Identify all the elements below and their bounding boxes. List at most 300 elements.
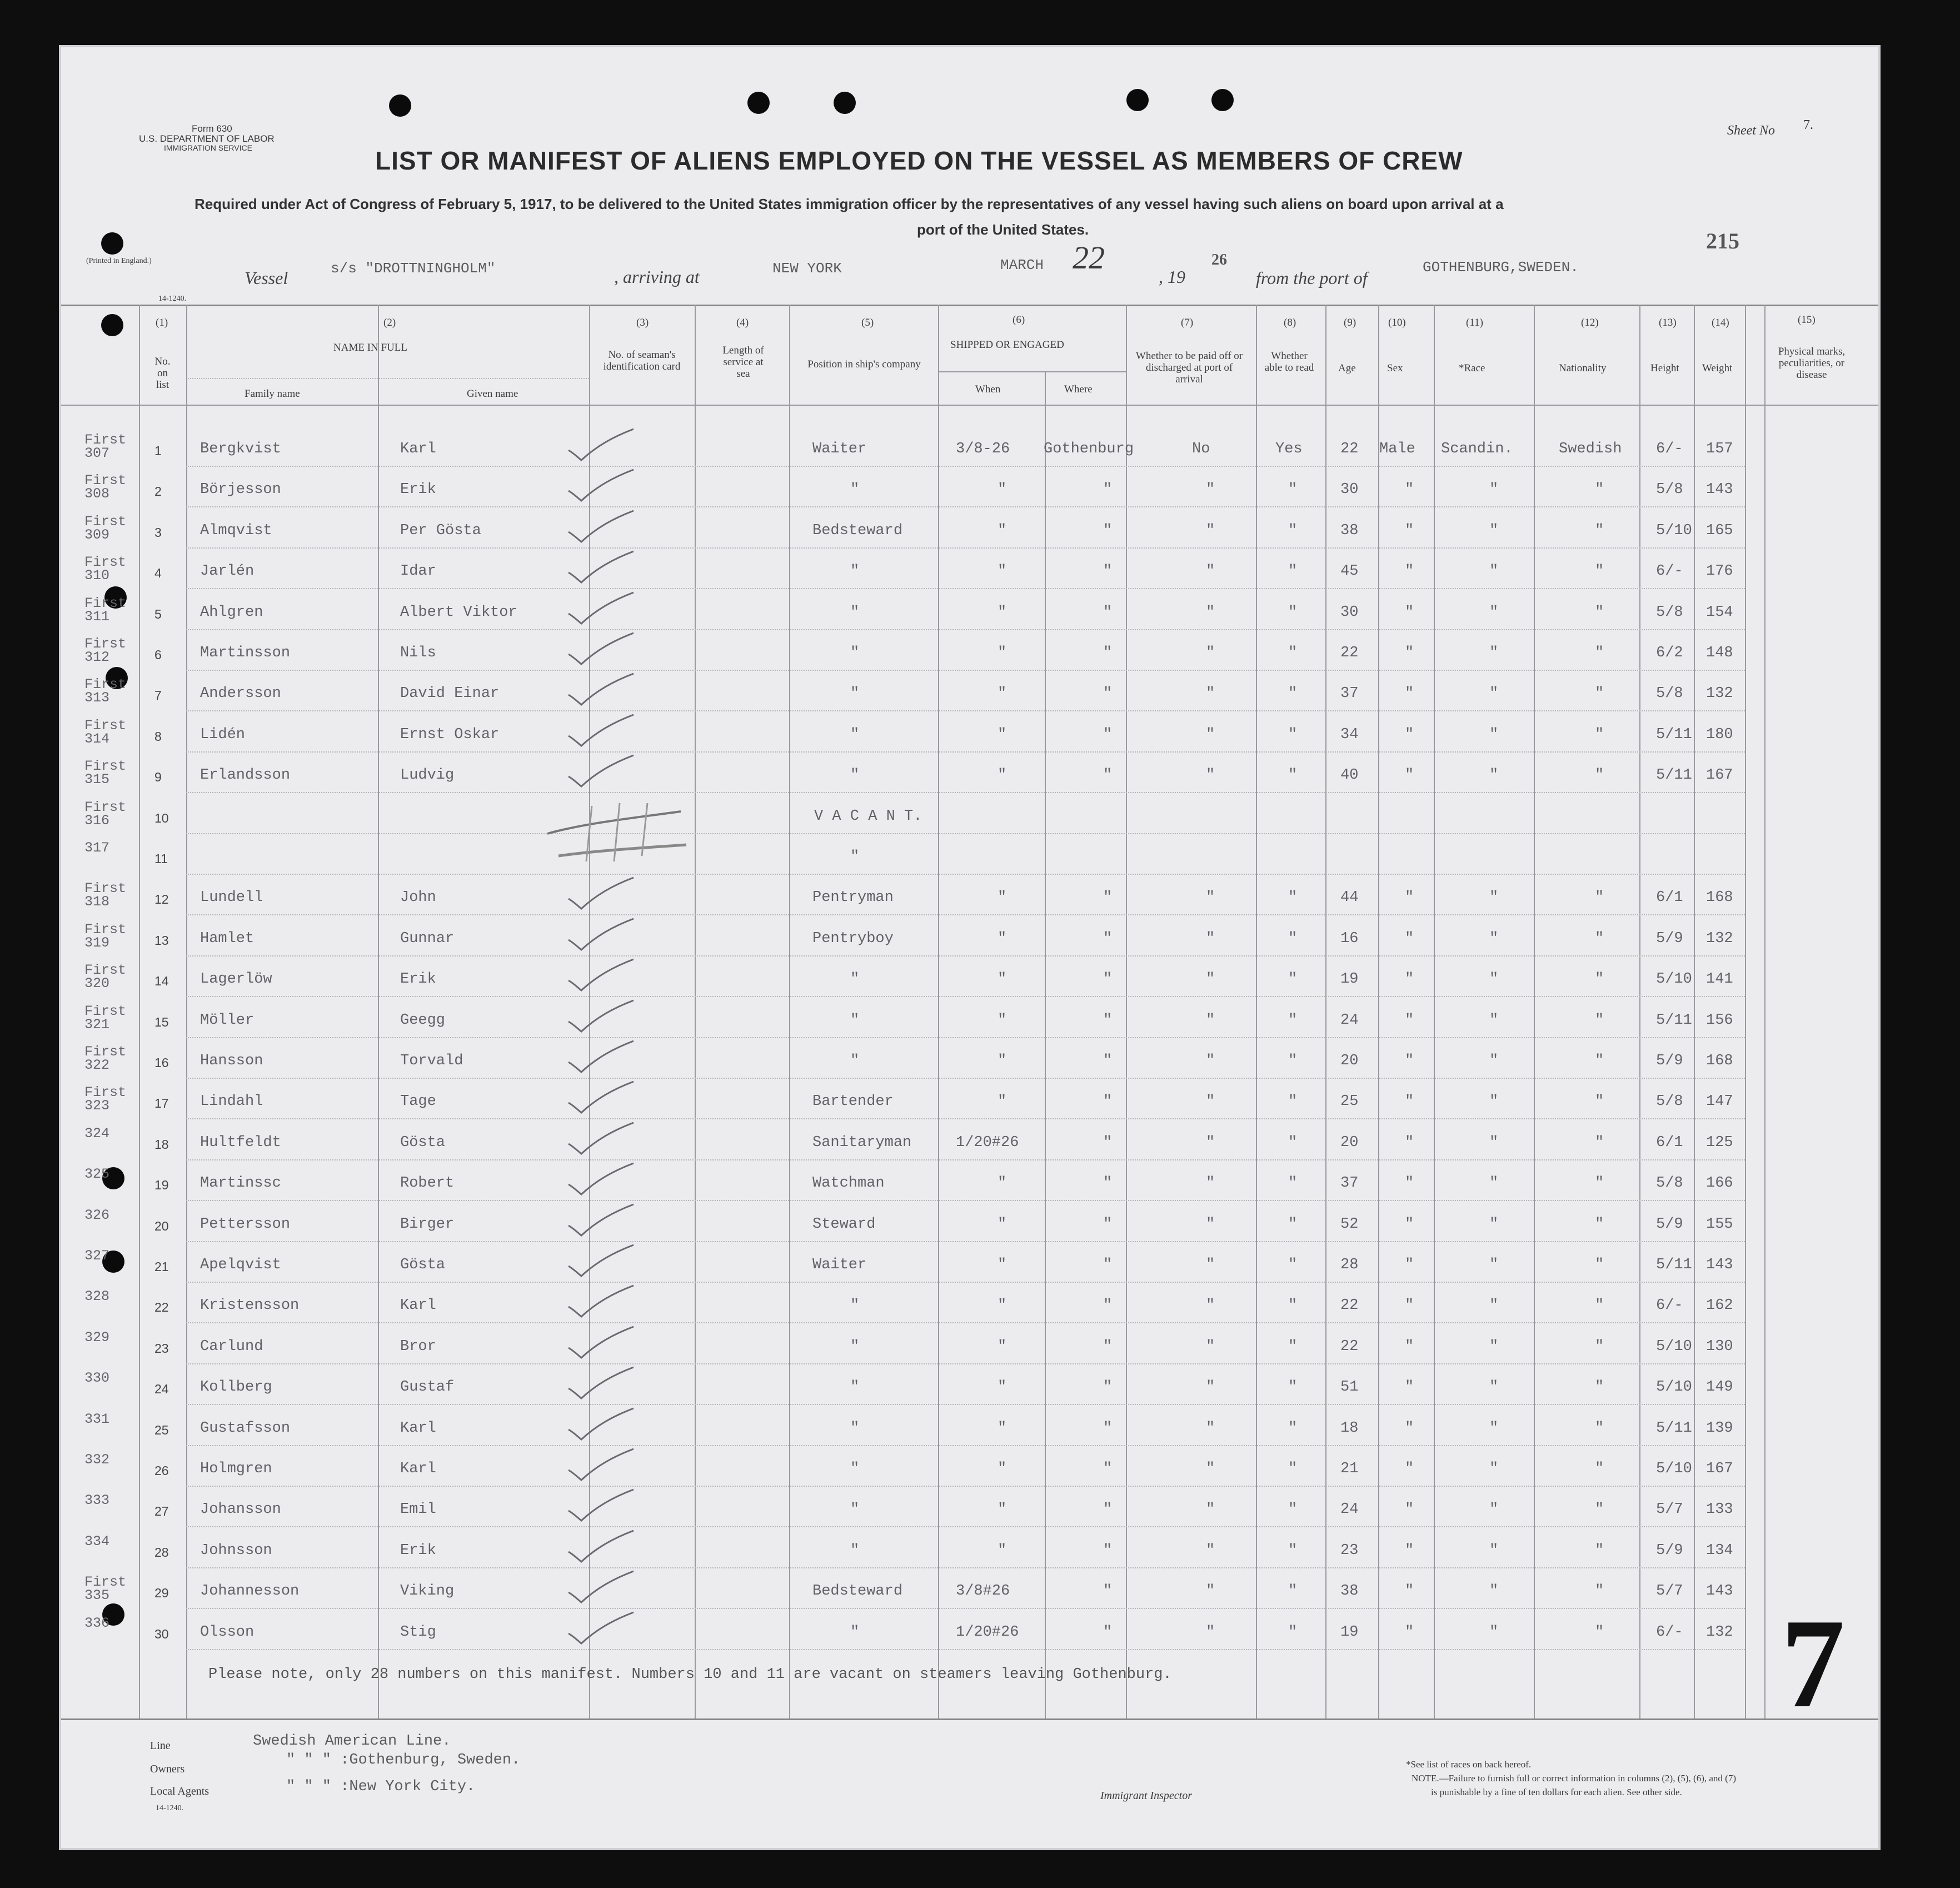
punch-hole	[1211, 89, 1234, 111]
weight-cell: 168	[1706, 1053, 1733, 1069]
shipped-where-cell: "	[1103, 930, 1113, 947]
shipped-when-cell: "	[998, 522, 1007, 539]
check-mark-icon	[566, 1283, 638, 1322]
race-cell: "	[1489, 1134, 1499, 1151]
nationality-cell: "	[1595, 1093, 1604, 1110]
paid-off-cell: "	[1206, 1175, 1215, 1192]
row-number: 13	[154, 933, 169, 948]
agents-label: Local Agents	[150, 1785, 210, 1797]
subtitle-line1: Required under Act of Congress of February 5, 1917, to be delivered to the United States immigration officer by the representatives of any vessel having such aliens on board upon arrival at a	[194, 196, 1504, 212]
paid-off-cell: "	[1206, 1420, 1215, 1437]
list-number: 333	[84, 1492, 110, 1508]
row-number: 12	[154, 892, 169, 906]
able-to-read-cell: "	[1288, 1624, 1298, 1641]
list-number: 327	[84, 1248, 110, 1264]
nationality-cell: "	[1595, 522, 1604, 539]
given-name-cell: Stig	[400, 1624, 436, 1641]
sex-cell: "	[1405, 645, 1414, 661]
column-rule	[1256, 305, 1257, 1718]
able-to-read-cell: "	[1288, 1093, 1298, 1110]
family-name-cell: Erlandsson	[200, 767, 291, 784]
races-note: *See list of races on back hereof.	[1406, 1759, 1532, 1770]
position-cell: Pentryman	[812, 889, 894, 906]
punch-hole	[1126, 89, 1149, 111]
shipped-where-cell: "	[1103, 1501, 1113, 1518]
column-rule	[1764, 305, 1766, 1718]
name-subheader-rule	[186, 378, 589, 380]
weight-cell: 143	[1706, 1257, 1733, 1273]
age-cell: 52	[1340, 1216, 1359, 1233]
position-cell: "	[850, 1053, 860, 1069]
shipped-when-cell: "	[998, 685, 1007, 702]
position-cell: Watchman	[812, 1175, 885, 1192]
weight-cell: 166	[1706, 1175, 1733, 1192]
shipped-where-cell: "	[1103, 604, 1113, 621]
weight-cell: 147	[1706, 1093, 1733, 1110]
list-number: 336	[84, 1615, 110, 1631]
sex-cell: "	[1405, 971, 1414, 988]
race-cell: "	[1489, 930, 1499, 947]
able-to-read-cell: "	[1288, 767, 1298, 784]
given-name-cell: Nils	[400, 645, 436, 661]
row-rule	[186, 1322, 1745, 1324]
position-cell: Bedsteward	[812, 522, 903, 539]
column-rule	[1045, 371, 1046, 1718]
shipped-when-cell: "	[998, 1093, 1007, 1110]
sex-cell: "	[1405, 726, 1414, 743]
col6-header: SHIPPED OR ENGAGED	[950, 339, 1064, 351]
age-cell: 20	[1340, 1053, 1359, 1069]
line-value: Swedish American Line.	[253, 1733, 451, 1750]
height-cell: 5/10	[1656, 971, 1692, 988]
family-name-cell: Martinssc	[200, 1175, 281, 1192]
footer-code: 14-1240.	[156, 1804, 184, 1812]
column-rule	[1325, 305, 1326, 1718]
row-rule	[186, 710, 1745, 712]
col1-num: (1)	[156, 317, 168, 328]
row-number: 11	[154, 851, 168, 866]
row-rule	[186, 1445, 1745, 1447]
list-number: First 307	[84, 432, 127, 461]
row-number: 9	[154, 770, 162, 784]
position-cell: Steward	[812, 1216, 876, 1233]
col10-num: (10)	[1388, 317, 1406, 328]
paid-off-cell: "	[1206, 685, 1215, 702]
row-number: 16	[154, 1055, 169, 1070]
family-name-cell: Hansson	[200, 1053, 263, 1069]
position-cell: Bartender	[812, 1093, 894, 1110]
given-name-cell: Erik	[400, 1542, 436, 1559]
race-cell: "	[1489, 1257, 1499, 1273]
age-cell: 30	[1340, 481, 1359, 498]
given-name-cell: Ludvig	[400, 767, 455, 784]
punch-hole	[834, 92, 856, 114]
shipped-when-cell: "	[998, 1053, 1007, 1069]
sex-cell: "	[1405, 563, 1414, 580]
list-number: 334	[84, 1533, 110, 1550]
sex-cell: "	[1405, 1461, 1414, 1477]
family-name-cell: Bergkvist	[200, 441, 281, 457]
given-name-cell: John	[400, 889, 436, 906]
height-cell: 5/10	[1656, 1379, 1692, 1396]
row-rule	[186, 1363, 1745, 1365]
nationality-cell: "	[1595, 1134, 1604, 1151]
shipped-where-cell: "	[1103, 1216, 1113, 1233]
list-number: 329	[84, 1329, 110, 1346]
row-rule	[186, 833, 1745, 835]
age-cell: 24	[1340, 1012, 1359, 1029]
race-cell: Scandin.	[1441, 441, 1513, 457]
row-number: 6	[154, 647, 162, 662]
weight-cell: 167	[1706, 1461, 1733, 1477]
family-name-cell: Johnsson	[200, 1542, 272, 1559]
age-cell: 19	[1340, 1624, 1359, 1641]
able-to-read-cell: "	[1288, 1134, 1298, 1151]
row-number: 10	[154, 811, 169, 825]
given-name-cell: Gösta	[400, 1134, 446, 1151]
column-rule	[1745, 305, 1746, 1718]
age-cell: 44	[1340, 889, 1359, 906]
list-number: First 316	[84, 799, 127, 829]
shipped-when-cell: "	[998, 1216, 1007, 1233]
subtitle-line2: port of the United States.	[917, 221, 1089, 238]
race-cell: "	[1489, 1501, 1499, 1518]
family-name-cell: Ahlgren	[200, 604, 263, 621]
given-name-cell: Torvald	[400, 1053, 463, 1069]
col2-header: NAME IN FULL	[333, 342, 407, 353]
column-rule	[1534, 305, 1535, 1718]
punch-hole	[747, 92, 770, 114]
shipped-subheader-rule	[938, 371, 1126, 372]
nationality-cell: "	[1595, 563, 1604, 580]
family-name-cell: Holmgren	[200, 1461, 272, 1477]
race-cell: "	[1489, 889, 1499, 906]
weight-cell: 143	[1706, 481, 1733, 498]
list-number: First 322	[84, 1044, 127, 1073]
position-cell: "	[850, 1379, 860, 1396]
manifest-note: Please note, only 28 numbers on this manifest. Numbers 10 and 11 are vacant on steamers leaving Gothenburg.	[208, 1666, 1172, 1683]
column-rule	[186, 305, 187, 1718]
race-cell: "	[1489, 645, 1499, 661]
check-mark-icon	[566, 1528, 638, 1567]
column-rule	[695, 305, 696, 1718]
height-cell: 5/9	[1656, 930, 1683, 947]
sex-cell: "	[1405, 930, 1414, 947]
height-cell: 5/8	[1656, 481, 1683, 498]
list-number: 330	[84, 1370, 110, 1386]
col15-header: Physical marks, peculiarities, or disease	[1778, 346, 1846, 381]
paid-off-cell: "	[1206, 889, 1215, 906]
age-cell: 45	[1340, 563, 1359, 580]
check-mark-icon	[566, 549, 638, 588]
punch-hole	[101, 232, 123, 255]
able-to-read-cell: "	[1288, 1583, 1298, 1600]
shipped-where-cell: "	[1103, 1420, 1113, 1437]
header-bottom-rule	[61, 405, 1878, 406]
weight-cell: 156	[1706, 1012, 1733, 1029]
row-number: 15	[154, 1015, 169, 1029]
position-cell: "	[850, 971, 860, 988]
shipped-when-cell: "	[998, 1012, 1007, 1029]
family-name-cell: Kristensson	[200, 1297, 300, 1314]
sex-cell: "	[1405, 889, 1414, 906]
given-name-cell: Albert Viktor	[400, 604, 517, 621]
shipped-when-cell: "	[998, 1501, 1007, 1518]
agents-value: " " " :New York City.	[286, 1779, 476, 1795]
shipped-where-cell: "	[1103, 1257, 1113, 1273]
nationality-cell: "	[1595, 1501, 1604, 1518]
height-cell: 5/7	[1656, 1583, 1683, 1600]
position-cell: "	[850, 563, 860, 580]
check-mark-icon	[566, 957, 638, 996]
paid-off-cell: "	[1206, 1542, 1215, 1559]
row-number: 23	[154, 1341, 169, 1356]
race-cell: "	[1489, 604, 1499, 621]
race-cell: "	[1489, 1379, 1499, 1396]
check-mark-icon	[566, 509, 638, 547]
form-number: Form 630	[192, 123, 232, 134]
row-rule	[186, 996, 1745, 998]
department: U.S. DEPARTMENT OF LABOR	[139, 133, 275, 144]
row-rule	[186, 1608, 1745, 1610]
list-number: 324	[84, 1125, 110, 1142]
check-mark-icon	[566, 1243, 638, 1282]
row-number: 19	[154, 1178, 169, 1192]
race-cell: "	[1489, 726, 1499, 743]
shipped-where-cell: "	[1103, 563, 1113, 580]
check-mark-icon	[566, 1202, 638, 1241]
shipped-where-cell: "	[1103, 522, 1113, 539]
table-bottom-rule	[61, 1718, 1878, 1720]
given-name-cell: Per Gösta	[400, 522, 481, 539]
given-name-cell: Karl	[400, 1420, 436, 1437]
col2-num: (2)	[383, 317, 396, 328]
height-cell: 5/11	[1656, 1420, 1692, 1437]
able-to-read-cell: "	[1288, 1175, 1298, 1192]
able-to-read-cell: "	[1288, 481, 1298, 498]
age-cell: 21	[1340, 1461, 1359, 1477]
height-cell: 5/9	[1656, 1216, 1683, 1233]
table-top-rule	[61, 305, 1878, 306]
paid-off-cell: "	[1206, 645, 1215, 661]
age-cell: 38	[1340, 522, 1359, 539]
row-number: 17	[154, 1096, 169, 1110]
column-rule	[938, 305, 939, 1718]
family-name-cell: Olsson	[200, 1624, 255, 1641]
penalty-note-a: NOTE.—Failure to furnish full or correct information in columns (2), (5), (6), and (7)	[1412, 1773, 1736, 1784]
position-cell: "	[850, 1297, 860, 1314]
list-number: First 311	[84, 595, 127, 625]
check-mark-icon	[566, 1039, 638, 1078]
shipped-where-cell: "	[1103, 685, 1113, 702]
shipped-where-cell: "	[1103, 481, 1113, 498]
able-to-read-cell: "	[1288, 1257, 1298, 1273]
able-to-read-cell: "	[1288, 685, 1298, 702]
age-cell: 22	[1340, 1338, 1359, 1355]
list-number: 331	[84, 1411, 110, 1427]
shipped-when-cell: "	[998, 971, 1007, 988]
shipped-when-cell: "	[998, 645, 1007, 661]
check-mark-icon	[566, 713, 638, 751]
row-number: 4	[154, 566, 162, 580]
shipped-when-cell: "	[998, 1461, 1007, 1477]
weight-cell: 162	[1706, 1297, 1733, 1314]
row-number: 26	[154, 1463, 169, 1478]
shipped-where-cell: "	[1103, 889, 1113, 906]
shipped-when-cell: "	[998, 1542, 1007, 1559]
shipped-when-cell: "	[998, 604, 1007, 621]
shipped-where-cell: "	[1103, 1461, 1113, 1477]
col2a-header: Family name	[245, 388, 300, 400]
position-cell: "	[850, 1338, 860, 1355]
col11-num: (11)	[1466, 317, 1483, 328]
position-cell: "	[850, 1420, 860, 1437]
height-cell: 5/9	[1656, 1542, 1683, 1559]
height-cell: 5/8	[1656, 685, 1683, 702]
position-cell: Sanitaryman	[812, 1134, 912, 1151]
nationality-cell: "	[1595, 1420, 1604, 1437]
nationality-cell: "	[1595, 604, 1604, 621]
given-name-cell: Viking	[400, 1583, 455, 1600]
shipped-where-cell: "	[1103, 1053, 1113, 1069]
sex-cell: "	[1405, 1134, 1414, 1151]
paid-off-cell: "	[1206, 930, 1215, 947]
row-number: 5	[154, 607, 162, 621]
column-rule	[1378, 305, 1379, 1718]
list-number: First 313	[84, 676, 127, 706]
weight-cell: 168	[1706, 889, 1733, 906]
weight-cell: 134	[1706, 1542, 1733, 1559]
family-name-cell: Jarlén	[200, 563, 255, 580]
list-number: First 318	[84, 880, 127, 910]
col8-num: (8)	[1284, 317, 1296, 328]
age-cell: 24	[1340, 1501, 1359, 1518]
col12-num: (12)	[1581, 317, 1599, 328]
col6b-header: Where	[1064, 383, 1093, 395]
nationality-cell: Swedish	[1559, 441, 1622, 457]
list-number: 326	[84, 1207, 110, 1223]
nationality-cell: "	[1595, 1379, 1604, 1396]
row-rule	[186, 588, 1745, 590]
year-prefix: , 19	[1159, 267, 1185, 287]
col7-num: (7)	[1181, 317, 1194, 328]
nationality-cell: "	[1595, 971, 1604, 988]
nationality-cell: "	[1595, 1175, 1604, 1192]
shipped-where-cell: "	[1103, 1338, 1113, 1355]
sex-cell: "	[1405, 1501, 1414, 1518]
col11-header: *Race	[1459, 362, 1485, 374]
family-name-cell: Johansson	[200, 1501, 281, 1518]
page-stamp: 215	[1706, 228, 1739, 253]
owners-value: " " " :Gothenburg, Sweden.	[286, 1752, 521, 1769]
nationality-cell: "	[1595, 645, 1604, 661]
race-cell: "	[1489, 563, 1499, 580]
sex-cell: "	[1405, 1216, 1414, 1233]
sex-cell: "	[1405, 1338, 1414, 1355]
height-cell: 5/11	[1656, 767, 1692, 784]
row-number: 2	[154, 484, 162, 499]
weight-cell: 149	[1706, 1379, 1733, 1396]
list-number: First 312	[84, 636, 127, 665]
paid-off-cell: "	[1206, 1297, 1215, 1314]
col5-num: (5)	[861, 317, 874, 328]
col13-header: Height	[1650, 362, 1679, 374]
list-number: First 319	[84, 921, 127, 951]
age-cell: 22	[1340, 1297, 1359, 1314]
position-cell: "	[850, 726, 860, 743]
paid-off-cell: "	[1206, 1053, 1215, 1069]
list-number: 332	[84, 1452, 110, 1468]
check-mark-icon	[566, 1610, 638, 1649]
vacant-strike-mark	[542, 800, 692, 867]
nationality-cell: "	[1595, 1338, 1604, 1355]
able-to-read-cell: "	[1288, 971, 1298, 988]
paid-off-cell: "	[1206, 971, 1215, 988]
page-title: LIST OR MANIFEST OF ALIENS EMPLOYED ON THE VESSEL AS MEMBERS OF CREW	[375, 146, 1463, 175]
list-number: First 315	[84, 758, 127, 788]
paid-off-cell: "	[1206, 1501, 1215, 1518]
row-rule	[186, 914, 1745, 916]
col2b-header: Given name	[467, 388, 518, 400]
nationality-cell: "	[1595, 1583, 1604, 1600]
check-mark-icon	[566, 1161, 638, 1200]
row-rule	[186, 506, 1745, 508]
age-cell: 16	[1340, 930, 1359, 947]
paid-off-cell: "	[1206, 1583, 1215, 1600]
shipped-when-cell: 3/8#26	[956, 1583, 1010, 1600]
height-cell: 6/-	[1656, 441, 1683, 457]
shipped-when-cell: "	[998, 726, 1007, 743]
given-name-cell: Karl	[400, 1461, 436, 1477]
list-number: 328	[84, 1288, 110, 1304]
shipped-where-cell: "	[1103, 1379, 1113, 1396]
given-name-cell: David Einar	[400, 685, 500, 702]
sheet-big-number: 7	[1781, 1592, 1845, 1734]
printed-note: (Printed in England.)	[86, 257, 152, 265]
shipped-where-cell: "	[1103, 645, 1113, 661]
sex-cell: "	[1405, 685, 1414, 702]
given-name-cell: Robert	[400, 1175, 455, 1192]
position-cell: "	[850, 1624, 860, 1641]
col9-header: Age	[1338, 362, 1356, 374]
sex-cell: "	[1405, 1012, 1414, 1029]
vessel-label: Vessel	[245, 268, 288, 288]
nationality-cell: "	[1595, 1297, 1604, 1314]
col14-num: (14)	[1712, 317, 1729, 328]
sex-cell: "	[1405, 1093, 1414, 1110]
sex-cell: "	[1405, 1379, 1414, 1396]
col4-num: (4)	[736, 317, 749, 328]
age-cell: 22	[1340, 645, 1359, 661]
height-cell: 5/8	[1656, 1093, 1683, 1110]
check-mark-icon	[566, 1487, 638, 1526]
position-cell: "	[850, 685, 860, 702]
nationality-cell: "	[1595, 726, 1604, 743]
row-number: 24	[154, 1382, 169, 1396]
position-cell: "	[850, 481, 860, 498]
sex-cell: "	[1405, 1542, 1414, 1559]
check-mark-icon	[566, 875, 638, 914]
weight-cell: 157	[1706, 441, 1733, 457]
race-cell: "	[1489, 1093, 1499, 1110]
height-cell: 6/1	[1656, 1134, 1683, 1151]
sex-cell: "	[1405, 1297, 1414, 1314]
weight-cell: 167	[1706, 767, 1733, 784]
check-mark-icon	[566, 753, 638, 792]
age-cell: 30	[1340, 604, 1359, 621]
position-cell: "	[850, 1501, 860, 1518]
col10-header: Sex	[1387, 362, 1403, 374]
